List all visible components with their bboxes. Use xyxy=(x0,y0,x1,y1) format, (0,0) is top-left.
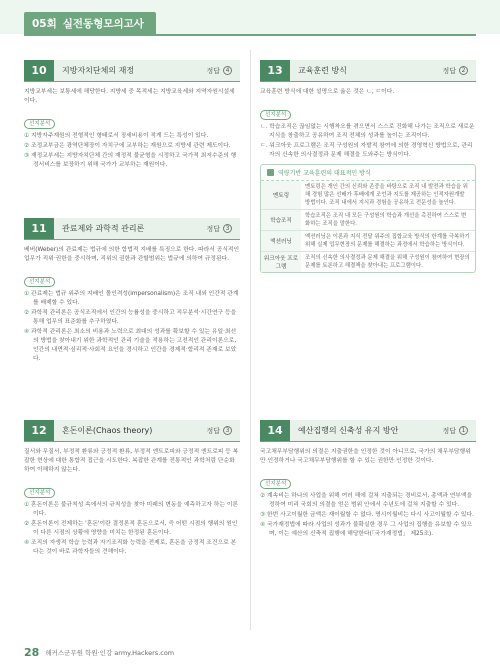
question-number: 14 xyxy=(260,420,290,441)
option-item xyxy=(24,142,240,151)
option-number: ① xyxy=(24,133,30,139)
answer-badge xyxy=(206,218,240,239)
exam-round: 05회 xyxy=(32,17,57,30)
option-number: ④ xyxy=(24,329,30,335)
book-icon xyxy=(267,169,274,176)
option-text: 학습조직은 끊임없는 시행착오를 겪으면서 스스로 진화해 나가는 조직으로 새로운 지식을 창출하고 공유하여 조직 전체의 성과를 높이는 조직이다. xyxy=(269,124,475,139)
explanation: 베버(Weber)의 관료제는 법규에 의한 합법적 지배를 특징으로 한다. 따라서 공식적인 업무가 직위·권한을 중시하며, 직위의 권한과 관할범위는 법규에 의하여 규정된다. xyxy=(24,247,240,262)
analysis-label: 선지분석 xyxy=(260,479,291,489)
question-14 xyxy=(260,420,476,540)
answer-badge xyxy=(442,60,476,81)
answer-label: 정답 xyxy=(206,426,220,435)
question-12 xyxy=(24,420,240,558)
question-10 xyxy=(24,60,240,171)
analysis-label: 선지분석 xyxy=(24,488,55,498)
option-item xyxy=(24,520,240,538)
header-tab xyxy=(24,12,156,34)
header-divider xyxy=(24,34,476,36)
answer-label: 정답 xyxy=(206,224,220,233)
option-text: 조정교부금은 광역단체장이 자치구에 교부하는 재원으로 지방세 관련 제도이다. xyxy=(31,143,231,149)
row-name: 멘토링 xyxy=(261,181,301,209)
table-row xyxy=(261,210,475,231)
answer-number: 3 xyxy=(223,224,232,233)
option-text: 한번 사고이월한 금액은 재이월할 수 없다. 명시이월비는 다시 사고이월할 수 있다. xyxy=(267,512,474,518)
option-number: ④ xyxy=(260,522,266,528)
question-title: 예산집행의 신축성 유지 방안 xyxy=(290,420,442,441)
option-text: 과학적 관리론은 공식조직에서 인간의 능률성을 중시하고 직무분석·시간연구 등을 통해 업무의 표준화를 추구하였다. xyxy=(31,310,237,325)
answer-label: 정답 xyxy=(206,66,220,75)
answer-badge xyxy=(442,420,476,441)
explanation: 지방교부세는 보통세에 해당한다. 지방세 중 목적세는 지방교육세와 지역자원시설세이다. xyxy=(24,89,235,104)
analysis-label: 선지분석 xyxy=(24,277,55,287)
option-text: 관료제는 법규 위주의 지배인 몰인격성(impersonalism)은 조직 내외 인간적 관계를 배제할 수 있다. xyxy=(31,291,239,306)
question-header xyxy=(24,218,240,240)
question-header xyxy=(260,420,476,442)
option-number: ② xyxy=(260,493,266,499)
question-number: 10 xyxy=(24,60,54,81)
option-item xyxy=(260,511,476,520)
exam-subtitle: 실전동형모의고사 xyxy=(62,17,144,30)
option-text: 혼돈이론이 전제하는 '혼돈'이란 결정론적 혼돈으로서, 즉 어떤 시점의 행위의 원인이 다른 시점의 상황에 영향을 미치는 한정된 혼돈이다. xyxy=(31,521,238,536)
answer-number: 4 xyxy=(223,66,232,75)
option-item xyxy=(24,132,240,141)
option-item xyxy=(260,123,476,141)
analysis-label: 선지분석 xyxy=(24,119,55,129)
question-title: 혼돈이론(Chaos theory) xyxy=(54,420,206,441)
question-title: 관료제와 과학적 관리론 xyxy=(54,218,206,239)
option-number: ① xyxy=(24,291,30,297)
table-row xyxy=(261,252,475,272)
question-header xyxy=(24,420,240,442)
option-number: ② xyxy=(24,143,30,149)
question-number: 12 xyxy=(24,420,54,441)
option-item xyxy=(24,290,240,308)
answer-label: 정답 xyxy=(442,66,456,75)
option-item xyxy=(24,539,240,557)
option-item xyxy=(260,492,476,510)
option-number: ① xyxy=(24,502,30,508)
option-text: 과학적 관리론은 최소의 비용과 노력으로 최대의 성과를 확보할 수 있는 유일·최선의 방법을 찾아내기 위한 과학적인 관리 기술을 적용하는 고전적인 관리이론으로, 인간의 내면적·심리적·사회적 요인을 경시하고 인간을 경제적·합리적 존재로 보았다. xyxy=(31,329,237,362)
row-desc: 조직의 신속한 의사결정과 문제 해결을 위해 구성원이 참여하여 현장의 문제를 토론하고 해결책을 찾아내는 프로그램이다. xyxy=(305,255,470,269)
option-item xyxy=(260,142,476,160)
option-item xyxy=(24,501,240,519)
option-item xyxy=(24,152,240,170)
option-number: ③ xyxy=(260,512,266,518)
question-11 xyxy=(24,218,240,365)
answer-number: 2 xyxy=(459,66,468,75)
row-desc: 학습조직은 조직 내 모든 구성원의 학습과 개선을 촉진하여 스스로 변화하는 조직을 말한다. xyxy=(305,213,467,227)
explanation: 질서와 무질서, 부정적 환류와 긍정적 환류, 부정적 엔트로피와 긍정적 엔트로피 등 복잡한 현상에 대한 통합적 접근을 시도한다. 복잡한 관계를 전통적인 과학처럼 단순화하여 이해하지 않는다. xyxy=(24,449,239,473)
option-text: 워크아웃 프로그램은 조직 구성원의 자발적 참여에 의한 경영혁신 방법으로, 관리자의 신속한 의사결정과 문제 해결을 도와주는 방식이다. xyxy=(269,143,473,158)
option-number: ③ xyxy=(24,153,30,159)
explanation: 교육훈련 방식에 대한 설명으로 옳은 것은 ㄴ, ㄷ이다. xyxy=(260,89,395,95)
page-number: 28 xyxy=(24,646,40,659)
option-number: ② xyxy=(24,521,30,527)
option-text: 계속비는 하나의 사업을 위해 여러 해에 걸쳐 지출되는 경비로서, 총액과 연부액을 정하여 미리 국회의 의결을 얻은 범위 안에서 수년도에 걸쳐 지출할 수 있다. xyxy=(267,493,473,508)
option-item xyxy=(24,328,240,364)
info-box-title-text: 역량기반 교육훈련의 대표적인 방식 xyxy=(278,170,371,177)
answer-badge xyxy=(206,60,240,81)
page-footer xyxy=(24,646,174,659)
answer-number: 3 xyxy=(223,426,232,435)
table-row xyxy=(261,181,475,210)
option-item xyxy=(24,309,240,327)
info-box-title xyxy=(261,165,475,181)
option-text: 조직의 자생적 학습 능력과 자기조직화 능력을 전제로, 혼돈을 긍정적 조건으로 본다는 것이 바로 과학자들의 견해이다. xyxy=(31,540,237,555)
row-desc: 액션러닝은 이론과 지식 전달 위주의 집합교육 방식의 한계를 극복하기 위해 실제 업무현장의 문제를 해결하는 과정에서 학습하는 방식이다. xyxy=(305,234,470,248)
option-text: 혼돈이론은 불규칙성 속에서의 규칙성을 찾아 미래의 변동을 예측하고자 하는 이론이다. xyxy=(31,502,239,517)
question-header xyxy=(260,60,476,82)
row-desc: 멘토링은 개인 간의 신뢰와 존중을 바탕으로 조직 내 발전과 학습을 위해 경험 많은 선배가 후배에게 조언과 지도를 제공하는 인적자원개발 방법이다. 조직 내에서 지식과 경험을 공유하고 전문성을 높인다. xyxy=(305,184,468,206)
option-number: ④ xyxy=(24,540,30,546)
question-title: 교육훈련 방식 xyxy=(290,60,442,81)
row-name: 학습조직 xyxy=(261,210,301,230)
answer-label: 정답 xyxy=(442,426,456,435)
option-item xyxy=(260,521,476,539)
question-number: 11 xyxy=(24,218,54,239)
analysis-label: 선지분석 xyxy=(260,110,291,120)
page-header xyxy=(0,0,500,40)
question-number: 13 xyxy=(260,60,290,81)
option-text: 재정교부세는 지방자치단체 간의 재정적 불균형을 시정하고 국가적 최저수준의 행정서비스를 보장하기 위해 국가가 교부하는 재원이다. xyxy=(31,153,237,168)
info-box xyxy=(260,164,476,273)
table-row xyxy=(261,231,475,252)
option-text: 국가재정법에 따라 사업의 성과가 불확실한 경우 그 사업의 집행을 유보할 수 있으며, 이는 예산의 신축적 집행에 해당한다(「국가재정법」 제25조). xyxy=(267,522,473,537)
option-text: 지방자주재원의 전형적인 형태로서 징세비용이 적게 드는 특성이 있다. xyxy=(31,133,209,139)
option-number: ㄷ. xyxy=(260,143,268,149)
row-name: 액션러닝 xyxy=(261,231,301,251)
question-title: 지방자치단체의 재정 xyxy=(54,60,206,81)
row-name: 워크아웃 프로그램 xyxy=(261,252,301,272)
answer-number: 1 xyxy=(459,426,468,435)
answer-badge xyxy=(206,420,240,441)
question-13 xyxy=(260,60,476,273)
question-header xyxy=(24,60,240,82)
explanation: 국고채무부담행위의 의결은 지출권한을 인정한 것이 아니므로, 국가의 채무부담행위만 인정하거나 국고채무부담행위를 할 수 있는 권한만 인정한 것이다. xyxy=(260,449,471,464)
footer-text: 해커스군무원 학원·인강 army.Hackers.com xyxy=(45,649,175,657)
option-number: ㄴ. xyxy=(260,124,268,130)
option-number: ② xyxy=(24,310,30,316)
column-divider xyxy=(250,50,251,630)
